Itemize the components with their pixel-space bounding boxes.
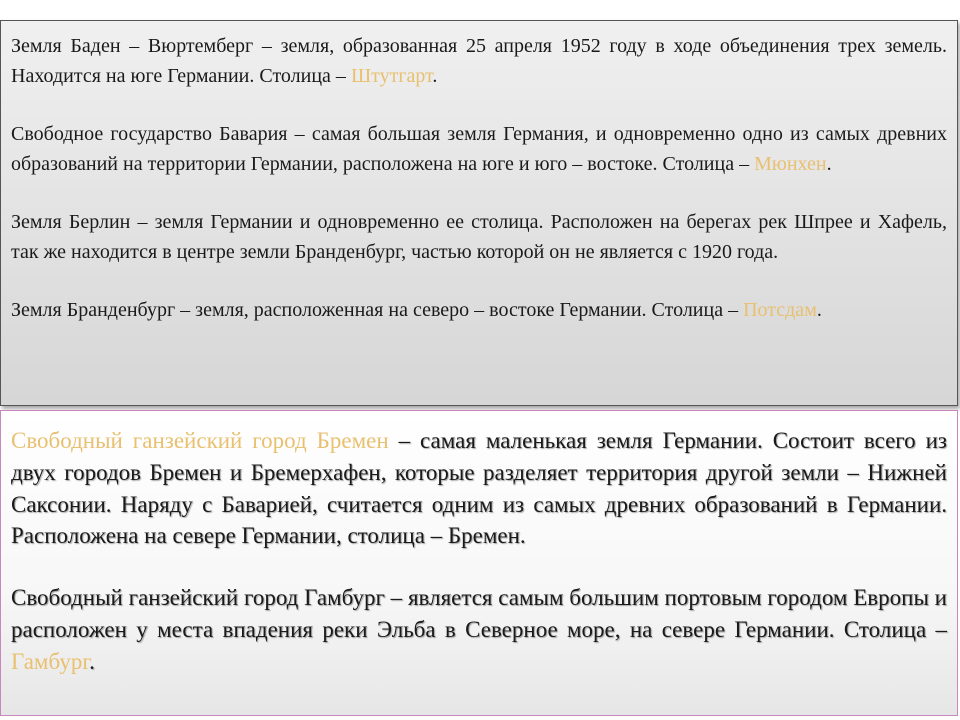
capital-munich: Мюнхен: [754, 153, 827, 175]
capital-hamburg: Гамбург: [11, 648, 90, 674]
paragraph-baden-wurttemberg: [11, 31, 947, 91]
paragraph-brandenburg: [11, 295, 947, 325]
state-name-bremen: Свободный ганзейский город Бремен: [11, 428, 389, 453]
paragraph-bavaria: [11, 119, 947, 179]
paragraph-end: .: [826, 153, 832, 175]
paragraph-hamburg: [11, 582, 947, 677]
paragraph-text: Земля Баден – Вюртемберг – земля, образованная 25 апреля 1952 году в ходе объединения трех земель. Находится на юге Германии. Столица –: [11, 35, 947, 87]
paragraph-text: Свободный ганзейский город Гамбург – является самым большим портовым городом Европы и расположен у места впадения реки Эльба в Северное море, на севере Германии. Столица –: [11, 585, 947, 642]
paragraph-berlin: [11, 207, 947, 267]
bottom-text-box: [0, 410, 958, 716]
paragraph-end: .: [816, 299, 822, 321]
paragraph-text: – самая маленькая земля Германии. Состоит всего из двух городов Бремен и Бремерхафен, которые разделяет территория другой земли – Нижней Саксонии. Наряду с Баварией, считается одним из самых древних образований в Германии. Расположена на севере Германии, столица – Бремен.: [11, 428, 947, 549]
paragraph-text: Земля Берлин – земля Германии и одновременно ее столица. Расположен на берегах рек Шпрее и Хафель, так же находится в центре земли Бранденбург, частью которой он не является с 1920 года.: [11, 211, 947, 263]
paragraph-end: .: [432, 65, 438, 87]
paragraph-end: .: [89, 648, 95, 674]
capital-potsdam: Потсдам: [743, 299, 817, 321]
capital-stuttgart: Штутгарт: [350, 65, 433, 87]
paragraph-text: Свободное государство Бавария – самая большая земля Германия, и одновременно одно из самых древних образований на территории Германии, расположена на юге и юго – востоке. Столица –: [11, 123, 947, 175]
top-text-box: [0, 20, 958, 406]
paragraph-text: Земля Бранденбург – земля, расположенная на северо – востоке Германии. Столица –: [11, 299, 744, 321]
paragraph-bremen: [11, 425, 947, 552]
